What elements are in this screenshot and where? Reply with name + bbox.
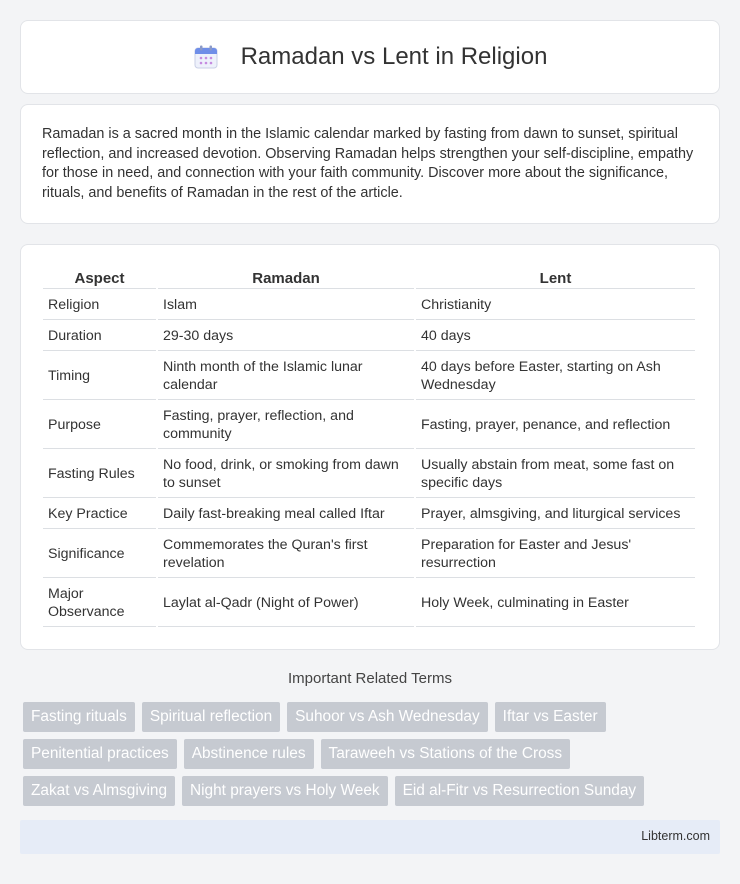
table-cell: Usually abstain from meat, some fast on specific days <box>416 451 695 498</box>
table-cell: Commemorates the Quran's first revelation <box>158 531 414 578</box>
table-row <box>43 531 695 578</box>
intro-card <box>20 104 720 224</box>
header-aspect: Aspect <box>43 267 156 289</box>
related-term-tag[interactable]: Eid al-Fitr vs Resurrection Sunday <box>395 776 645 806</box>
intro-text: Ramadan is a sacred month in the Islamic calendar marked by fasting from dawn to sunset, spiritual reflection, and increased devotion. Observing Ramadan helps strengthen your self-discipline, empathy for those in need, and connection with your faith community. Discover more about the significance, rituals, and benefits of Ramadan in the rest of the article. <box>42 126 694 201</box>
header-ramadan: Ramadan <box>158 267 414 289</box>
title-card <box>20 20 720 94</box>
table-row <box>43 402 695 449</box>
table-cell: Religion <box>43 291 156 320</box>
calendar-icon <box>193 44 219 70</box>
table-row <box>43 322 695 351</box>
related-terms-list <box>23 702 723 813</box>
table-row <box>43 500 695 529</box>
footer-site-link[interactable]: Libterm.com <box>641 829 710 843</box>
table-cell: 40 days before Easter, starting on Ash Wednesday <box>416 353 695 400</box>
table-cell: No food, drink, or smoking from dawn to sunset <box>158 451 414 498</box>
footer <box>20 820 720 854</box>
related-term-tag[interactable]: Taraweeh vs Stations of the Cross <box>321 739 571 769</box>
table-row <box>43 291 695 320</box>
table-cell: Significance <box>43 531 156 578</box>
comparison-table <box>41 265 697 629</box>
related-term-tag[interactable]: Zakat vs Almsgiving <box>23 776 175 806</box>
table-cell: 40 days <box>416 322 695 351</box>
related-terms-title: Important Related Terms <box>288 670 452 687</box>
header-lent: Lent <box>416 267 695 289</box>
page-title: Ramadan vs Lent in Religion <box>240 43 548 70</box>
table-cell: Purpose <box>43 402 156 449</box>
table-cell: Ninth month of the Islamic lunar calendar <box>158 353 414 400</box>
table-cell: Daily fast-breaking meal called Iftar <box>158 500 414 529</box>
table-cell: Major Observance <box>43 580 156 627</box>
table-cell: Prayer, almsgiving, and liturgical services <box>416 500 695 529</box>
table-header-row <box>43 267 695 289</box>
table-cell: Holy Week, culminating in Easter <box>416 580 695 627</box>
table-cell: Fasting, prayer, reflection, and community <box>158 402 414 449</box>
related-term-tag[interactable]: Fasting rituals <box>23 702 135 732</box>
related-term-tag[interactable]: Iftar vs Easter <box>495 702 606 732</box>
table-cell: Preparation for Easter and Jesus' resurrection <box>416 531 695 578</box>
related-term-tag[interactable]: Penitential practices <box>23 739 177 769</box>
table-cell: Fasting, prayer, penance, and reflection <box>416 402 695 449</box>
comparison-card <box>20 244 720 650</box>
table-cell: Key Practice <box>43 500 156 529</box>
table-row <box>43 451 695 498</box>
related-term-tag[interactable]: Abstinence rules <box>184 739 314 769</box>
table-cell: 29-30 days <box>158 322 414 351</box>
related-term-tag[interactable]: Night prayers vs Holy Week <box>182 776 388 806</box>
table-cell: Duration <box>43 322 156 351</box>
table-cell: Laylat al-Qadr (Night of Power) <box>158 580 414 627</box>
table-row <box>43 580 695 627</box>
related-term-tag[interactable]: Spiritual reflection <box>142 702 280 732</box>
table-cell: Christianity <box>416 291 695 320</box>
table-row <box>43 353 695 400</box>
table-cell: Timing <box>43 353 156 400</box>
table-cell: Fasting Rules <box>43 451 156 498</box>
table-cell: Islam <box>158 291 414 320</box>
related-term-tag[interactable]: Suhoor vs Ash Wednesday <box>287 702 488 732</box>
